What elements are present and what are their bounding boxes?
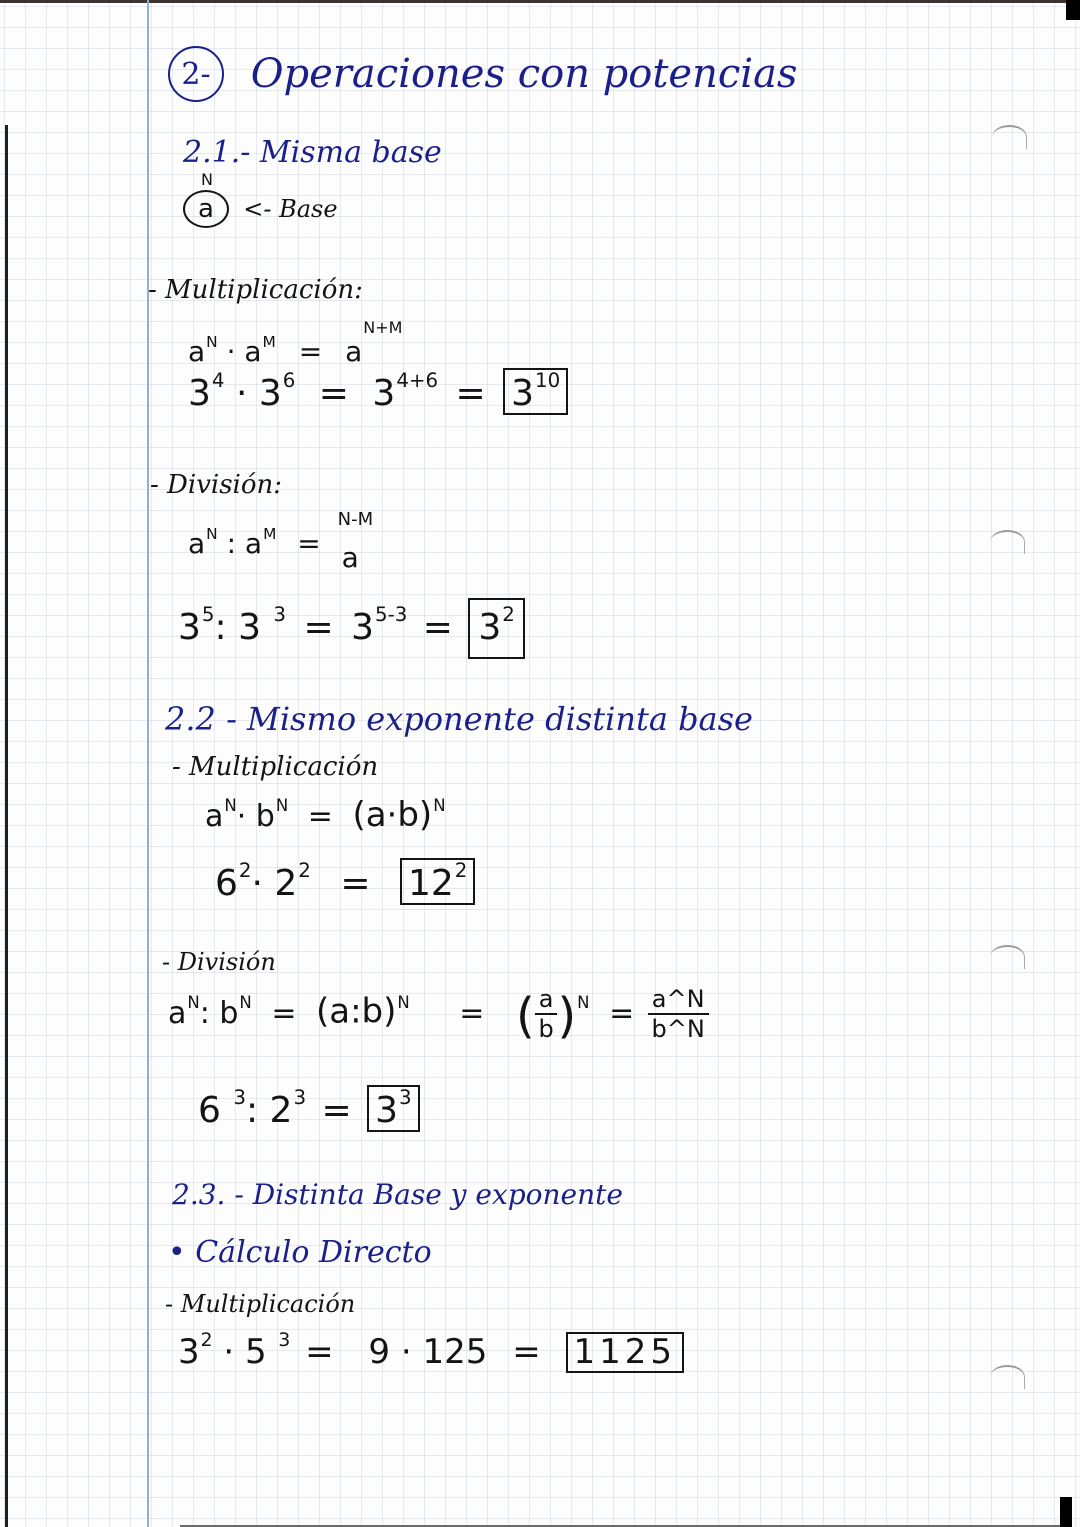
example-mid-exp: 5-3 bbox=[375, 603, 408, 626]
result-base: 12 bbox=[407, 862, 454, 904]
page-title bbox=[168, 46, 797, 102]
example-mid-base: 3 bbox=[372, 372, 396, 414]
result-box bbox=[468, 598, 525, 659]
equals-sign: = bbox=[459, 995, 485, 1031]
example-lhs: $3^5$: 3 $^3$ bbox=[178, 603, 287, 648]
equals-sign: = bbox=[340, 862, 371, 904]
rule-rhs bbox=[337, 508, 374, 574]
rule-rhs: (a·b) bbox=[352, 795, 433, 835]
page-top-edge bbox=[0, 0, 1080, 3]
label-division-2-1: - División: bbox=[150, 470, 283, 500]
heading-2-2: 2.2 - Mismo exponente distinta base bbox=[165, 700, 753, 738]
result-exp: 3 bbox=[399, 1086, 412, 1109]
base-diagram bbox=[183, 170, 338, 228]
equals-sign: = bbox=[297, 526, 321, 560]
title-text: Operaciones con potencias bbox=[250, 50, 798, 97]
punch-hole-mark bbox=[990, 1365, 1025, 1389]
paren-open: ( bbox=[515, 988, 535, 1045]
example-lhs: 6 $^3$: $2^3$ bbox=[198, 1086, 307, 1131]
example-mid-base: 3 bbox=[351, 606, 374, 648]
corner-shadow-top-right bbox=[1066, 0, 1080, 20]
base-label: <- Base bbox=[243, 195, 338, 223]
result-box bbox=[503, 368, 568, 415]
rule-rhs-paren-exp: N bbox=[397, 992, 410, 1012]
heading-2-3: 2.3. - Distinta Base y exponente bbox=[172, 1178, 623, 1211]
rule-lhs: $a^N \cdot a^M$ bbox=[188, 333, 276, 368]
punch-hole-mark bbox=[990, 530, 1025, 554]
rule-rhs-exp: N bbox=[433, 796, 446, 816]
equals-sign: = bbox=[609, 995, 635, 1031]
fraction-a-over-b bbox=[535, 985, 558, 1043]
result-base: 3 bbox=[511, 372, 535, 414]
rule-rhs-base: a bbox=[345, 335, 363, 368]
label-division-2-2: - División bbox=[162, 948, 276, 976]
example-mid: 9 · 125 bbox=[368, 1331, 488, 1372]
rule-lhs: $a^N$: $b^N$ bbox=[168, 992, 252, 1031]
example-lhs: $3^2 \cdot 5$ $^3$ bbox=[178, 1330, 291, 1372]
section-number: 2- bbox=[181, 56, 211, 92]
fraction-final bbox=[648, 985, 709, 1043]
corner-shadow-bottom-right bbox=[1060, 1497, 1072, 1527]
rule-lhs: $a^N\cdot b^N$ bbox=[205, 796, 289, 834]
fraction-exp: N bbox=[577, 992, 590, 1012]
equals-sign: = bbox=[512, 1331, 541, 1372]
rule-rhs-exp: N-M bbox=[337, 508, 374, 530]
equals-sign: = bbox=[303, 606, 334, 648]
result-base: 3 bbox=[478, 606, 502, 648]
result-base: 3 bbox=[375, 1089, 399, 1131]
equals-sign: = bbox=[271, 995, 297, 1031]
base-symbol: a bbox=[198, 194, 214, 224]
rule-div-same-exp bbox=[168, 985, 709, 1044]
example-mult-same-exp bbox=[215, 858, 475, 905]
equals-sign: = bbox=[455, 372, 486, 414]
paren-close: ) bbox=[557, 988, 577, 1045]
rule-div-same-base bbox=[188, 508, 374, 574]
result-box bbox=[367, 1085, 420, 1132]
equals-sign: = bbox=[321, 1089, 352, 1131]
equals-sign: = bbox=[422, 606, 453, 648]
rule-mult-same-exp bbox=[205, 795, 446, 835]
base-exponent: N bbox=[201, 170, 213, 189]
label-multiplicacion-2-3: - Multiplicación bbox=[165, 1290, 356, 1318]
label-multiplicacion-2-1: - Multiplicación: bbox=[148, 275, 363, 305]
equals-sign: = bbox=[307, 799, 333, 834]
result-box: 1125 bbox=[566, 1332, 685, 1373]
example-lhs: $3^4 \cdot 3^6$ bbox=[188, 369, 296, 414]
example-div-same-exp bbox=[198, 1085, 420, 1132]
fraction-denominator: b bbox=[538, 1015, 554, 1043]
final-numerator: a^N bbox=[648, 985, 709, 1015]
example-mult-diff bbox=[178, 1330, 684, 1373]
label-multiplicacion-2-2: - Multiplicación bbox=[172, 752, 379, 782]
result-exp: 10 bbox=[535, 369, 561, 392]
rule-lhs: $a^N$ : $a^M$ bbox=[188, 525, 277, 560]
final-denominator: b^N bbox=[651, 1015, 705, 1043]
punch-hole-mark bbox=[990, 945, 1025, 969]
page-left-edge bbox=[5, 125, 8, 1527]
fraction-numerator: a bbox=[535, 985, 558, 1015]
result-exp: 2 bbox=[502, 603, 515, 626]
example-div-same-base bbox=[178, 598, 525, 659]
result-box bbox=[400, 858, 475, 905]
rule-mult-same-base bbox=[188, 318, 402, 368]
rule-rhs-exp: N+M bbox=[363, 318, 403, 337]
section-number-circle bbox=[168, 46, 224, 102]
result-exp: 2 bbox=[454, 859, 468, 882]
equals-sign: = bbox=[318, 372, 349, 414]
rule-rhs-paren: (a:b) bbox=[316, 991, 397, 1032]
rule-rhs-base: a bbox=[341, 540, 359, 574]
example-mid-exp: 4+6 bbox=[396, 369, 439, 392]
equals-sign: = bbox=[305, 1331, 334, 1372]
example-lhs: $6^2\cdot 2^2$ bbox=[215, 859, 311, 904]
example-mult-same-base bbox=[188, 368, 568, 415]
bullet-calculo-directo: • Cálculo Directo bbox=[168, 1235, 432, 1270]
margin-line bbox=[147, 0, 149, 1527]
equals-sign: = bbox=[298, 335, 323, 368]
punch-hole-mark bbox=[992, 125, 1027, 149]
base-circle bbox=[183, 190, 229, 228]
heading-2-1: 2.1.- Misma base bbox=[183, 135, 442, 170]
